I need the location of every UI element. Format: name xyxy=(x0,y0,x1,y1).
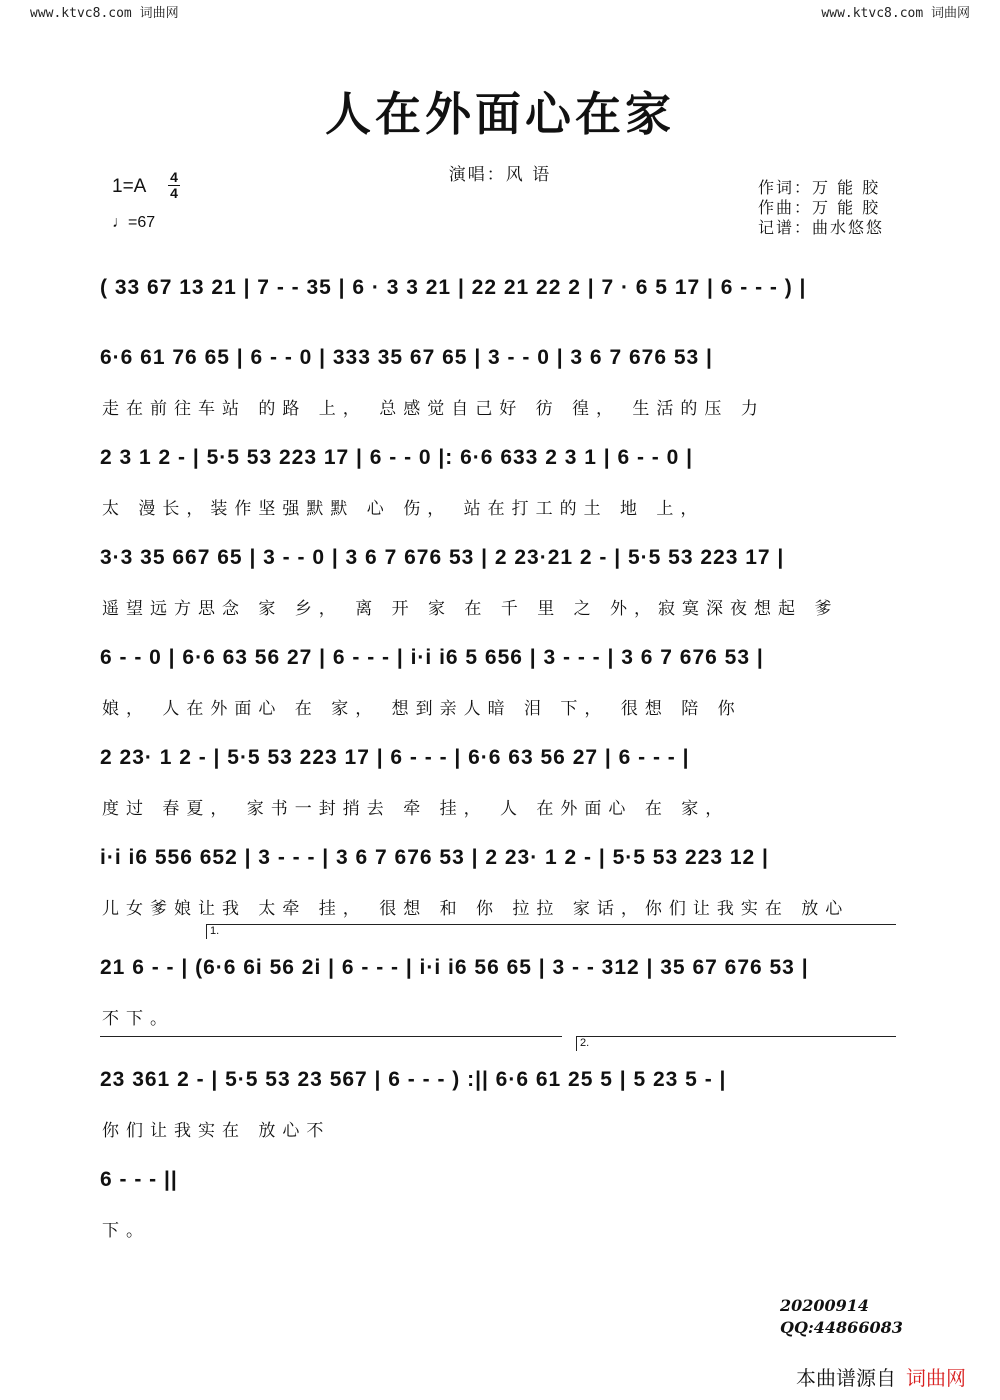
footer-info xyxy=(780,1295,903,1339)
time-signature-top: 4 xyxy=(170,169,178,185)
staff-lyrics: 度过 春夏， 家书一封捎去 牵 挂， 人 在外面心 在 家， xyxy=(102,799,730,819)
staff-line-6 xyxy=(100,728,896,838)
staff-lyrics: 你们让我实在 放心不 xyxy=(102,1121,331,1141)
time-signature-bottom: 4 xyxy=(168,185,180,201)
staff-line-8 xyxy=(100,938,896,1048)
staff-lyrics: 儿女爹娘让我 太牵 挂， 很想 和 你 拉拉 家话，你们让我实在 放心 xyxy=(102,899,850,919)
lyricist: 作词：万 能 胶 xyxy=(758,178,881,197)
time-signature xyxy=(168,170,180,201)
staff-line-9 xyxy=(100,1050,896,1160)
staff-line-7 xyxy=(100,828,896,938)
staff-lyrics: 遥望远方思念 家 乡， 离 开 家 在 千 里 之 外，寂寞深夜想起 爹 xyxy=(102,599,839,619)
staff-notes: 3·3 35 667 65 | 3 - - 0 | 3 6 7 676 53 | 2 23·21 2 - | 5·5 53 223 17 | xyxy=(100,546,785,569)
key-signature: 1=A xyxy=(112,176,147,197)
source-credit xyxy=(796,1362,966,1391)
composer: 作曲：万 能 胶 xyxy=(758,198,881,217)
tempo-marking: ♩=67 xyxy=(112,214,156,231)
source-label: 本曲谱源自 xyxy=(796,1366,896,1390)
volta-second: 2. xyxy=(576,1036,896,1051)
staff-line-2 xyxy=(100,328,896,438)
staff-notes: 6 - - - || xyxy=(100,1168,178,1191)
staff-notes: 6·6 61 76 65 | 6 - - 0 | 333 35 67 65 | 3 - - 0 | 3 6 7 676 53 | xyxy=(100,346,713,369)
staff-notes: i·i i6 556 652 | 3 - - - | 3 6 7 676 53 | 2 23· 1 2 - | 5·5 53 223 12 | xyxy=(100,846,769,869)
transcriber: 记谱：曲水悠悠 xyxy=(758,218,885,237)
staff-notes: 6 - - 0 | 6·6 63 56 27 | 6 - - - | i·i i6 5 656 | 3 - - - | 3 6 7 676 53 | xyxy=(100,646,764,669)
staff-notes: 21 6 - - | (6·6 6i 56 2i | 6 - - - | i·i i6 56 65 | 3 - - 312 | 35 67 676 53 | xyxy=(100,956,809,979)
credits xyxy=(758,178,884,238)
singer: 演唱：风 语 xyxy=(448,165,552,185)
staff-notes: 23 361 2 - | 5·5 53 23 567 | 6 - - - ) :|| 6·6 61 25 5 | 5 23 5 - | xyxy=(100,1068,727,1091)
staff-notes: 2 3 1 2 - | 5·5 53 223 17 | 6 - - 0 |: 6·6 633 2 3 1 | 6 - - 0 | xyxy=(100,446,693,469)
song-title: 人在外面心在家 xyxy=(325,87,675,141)
source-brand-link[interactable]: 词曲网 xyxy=(906,1366,966,1390)
qq-contact: QQ:44866083 xyxy=(780,1318,903,1337)
staff-line-4 xyxy=(100,528,896,638)
staff-lyrics: 太 漫长，装作坚强默默 心 伤， 站在打工的土 地 上， xyxy=(102,499,705,519)
staff-lyrics: 走在前往车站 的路 上， 总感觉自己好 彷 徨， 生活的压 力 xyxy=(102,399,765,419)
staff-notes: 2 23· 1 2 - | 5·5 53 223 17 | 6 - - - | 6·6 63 56 27 | 6 - - - | xyxy=(100,746,690,769)
volta-first-continuation xyxy=(100,1036,562,1037)
staff-line-3 xyxy=(100,428,896,538)
volta-first: 1. xyxy=(206,924,896,939)
watermark-right: www.ktvc8.com 词曲网 xyxy=(821,6,970,21)
staff-lyrics: 下。 xyxy=(102,1221,150,1241)
staff-lyrics: 不下。 xyxy=(102,1009,174,1029)
staff-notes: ( 33 67 13 21 | 7 - - 35 | 6 · 3 3 21 | 22 21 22 2 | 7 · 6 5 17 | 6 - - - ) | xyxy=(100,276,807,299)
watermark-left: www.ktvc8.com 词曲网 xyxy=(30,6,179,21)
staff-line-10 xyxy=(100,1150,300,1260)
staff-line-5 xyxy=(100,628,896,738)
staff-lyrics: 娘， 人在外面心 在 家， 想到亲人暗 泪 下， 很想 陪 你 xyxy=(102,699,742,719)
transcription-date: 20200914 xyxy=(780,1296,870,1315)
